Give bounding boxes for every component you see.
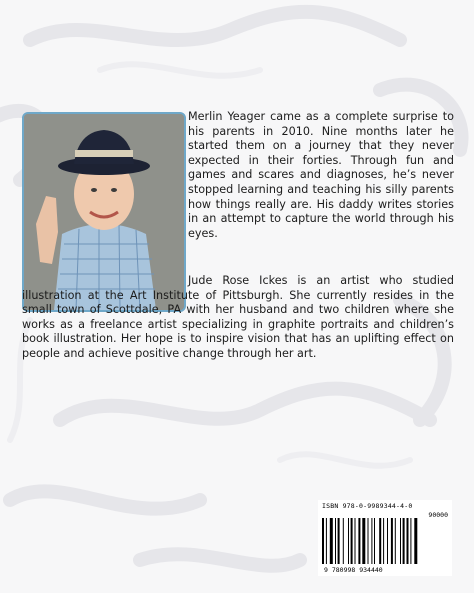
artist-bio: Jude Rose Ickes is an artist who studied illustration at the Art Institute of Pittsburgh. She currently resides in the small town of Scottdale, PA with her husband and two children where she works as a freelance artist specializing in graphite portraits and children’s book illustration. Her hope is to inspire vision that has an uplifting effect on people and achieve positive change through her art. bbox=[22, 274, 454, 360]
isbn-label: ISBN 978-0-9989344-4-0 bbox=[322, 502, 413, 510]
barcode-bars bbox=[322, 518, 448, 564]
barcode-digits: 9 780998 934440 bbox=[324, 566, 383, 574]
isbn-barcode bbox=[318, 500, 452, 576]
price-code: 90000 bbox=[428, 511, 448, 519]
author-bio: Merlin Yeager came as a complete surprise to his parents in 2010. Nine months later he started them on a journey that they never expected in their forties. Through fun and games and scares and diagnoses, he’s never stopped learning and teaching his silly parents how things really are. His daddy writes stories in an attempt to capture the world through his eyes. bbox=[188, 110, 454, 240]
